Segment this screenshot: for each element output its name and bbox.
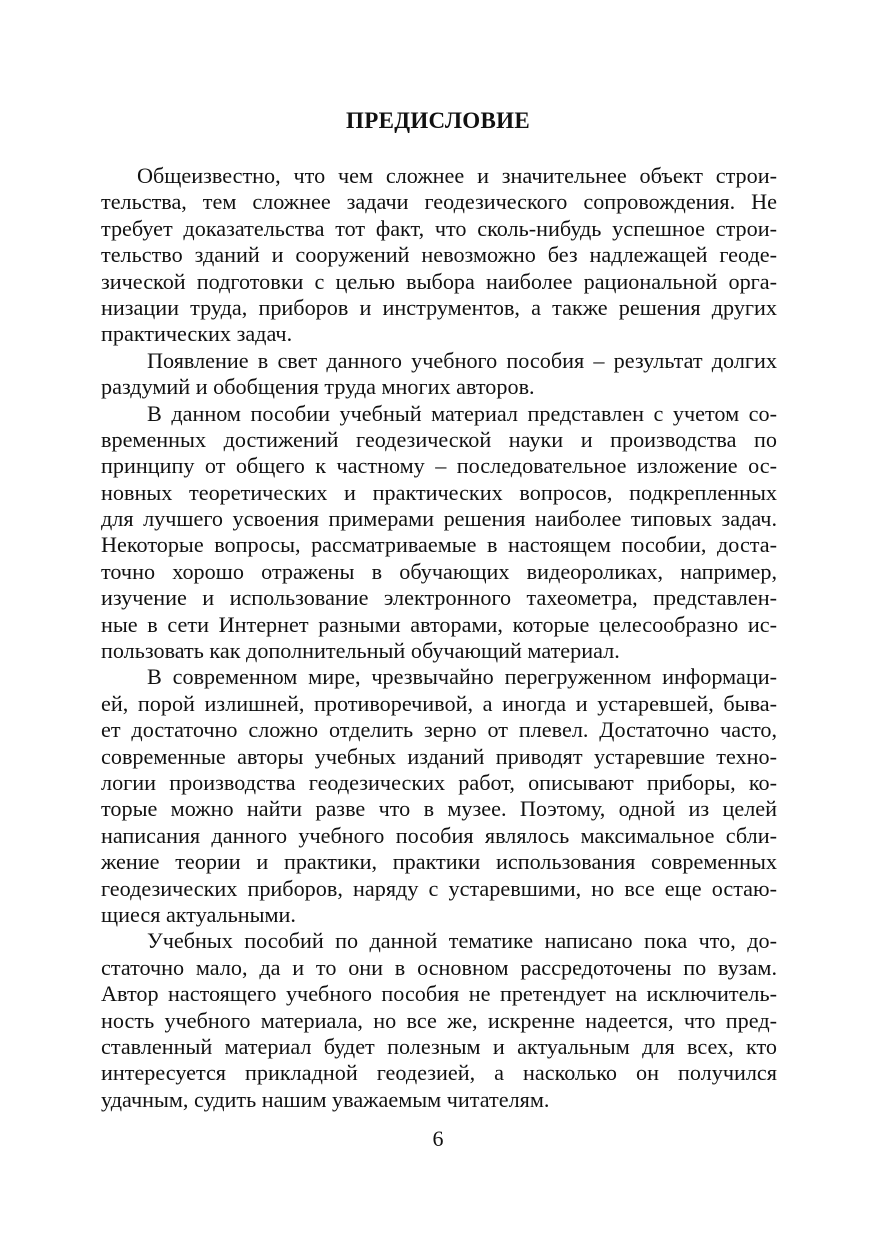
text-line: зической подготовки с целью выбора наиболее рациональной орга-: [101, 268, 777, 294]
text-line: геодезических приборов, наряду с устаревшими, но все еще остаю-: [101, 875, 777, 901]
text-line: В современном мире, чрезвычайно перегруженном информаци-: [147, 664, 777, 690]
text-line: тельства, тем сложнее задачи геодезического сопровождения. Не: [101, 189, 777, 215]
text-line: В данном пособии учебный материал представлен с учетом со-: [147, 400, 777, 426]
paragraph-3: [101, 401, 777, 665]
text-line: Появление в свет данного учебного пособия – результат долгих: [147, 347, 777, 373]
text-line: торые можно найти разве что в музее. Поэтому, одной из целей: [101, 796, 777, 822]
text-line: щиеся актуальными.: [101, 901, 296, 927]
text-line: раздумий и обобщения труда многих авторов.: [101, 374, 535, 400]
text-line: современные авторы учебных изданий приводят устаревшие техно-: [101, 743, 777, 769]
text-line: Автор настоящего учебного пособия не претендует на исключитель-: [101, 981, 777, 1007]
paragraph-5: [101, 928, 777, 1113]
text-line: логии производства геодезических работ, описывают приборы, ко-: [101, 769, 777, 795]
text-line: интересуется прикладной геодезией, а насколько он получился: [101, 1060, 777, 1086]
text-line: ставленный материал будет полезным и актуальным для всех, кто: [101, 1033, 777, 1059]
text-line: Учебных пособий по данной тематике написано пока что, до-: [147, 928, 777, 954]
page-number: 6: [432, 1126, 444, 1151]
text-line: точно хорошо отражены в обучающих видеороликах, например,: [101, 558, 777, 584]
text-line: низации труда, приборов и инструментов, а также решения других: [101, 294, 777, 320]
body-text: [101, 163, 777, 1113]
text-line: новных теоретических и практических вопросов, подкрепленных: [101, 479, 777, 505]
text-line: принципу от общего к частному – последовательное изложение ос-: [101, 453, 777, 479]
text-line: для лучшего усвоения примерами решения наиболее типовых задач.: [101, 506, 777, 532]
text-line: ей, порой излишней, противоречивой, а иногда и устаревшей, быва-: [101, 690, 777, 716]
text-line: статочно мало, да и то они в основном рассредоточены по вузам.: [101, 954, 777, 980]
text-line: жение теории и практики, практики использования современных: [101, 849, 777, 875]
text-line: практических задач.: [101, 321, 293, 347]
text-line: изучение и использование электронного тахеометра, представлен-: [101, 585, 777, 611]
text-line: временных достижений геодезической науки и производства по: [101, 426, 777, 452]
paragraph-1: [101, 163, 777, 348]
text-line: требует доказательства тот факт, что сколь-нибудь успешное строи-: [101, 215, 777, 241]
text-line: тельство зданий и сооружений невозможно без надлежащей геоде-: [101, 242, 777, 268]
paragraph-4: [101, 664, 777, 928]
text-line: Некоторые вопросы, рассматриваемые в настоящем пособии, доста-: [101, 532, 777, 558]
text-line: написания данного учебного пособия являлось максимальное сбли-: [101, 822, 777, 848]
text-line: пользовать как дополнительный обучающий материал.: [101, 638, 620, 664]
text-line: ные в сети Интернет разными авторами, которые целесообразно ис-: [101, 611, 777, 637]
text-line: Общеизвестно, что чем сложнее и значительнее объект строи-: [137, 163, 777, 188]
page-title: ПРЕДИСЛОВИЕ: [346, 108, 530, 133]
text-line: удачным, судить нашим уважаемым читателям.: [101, 1086, 550, 1112]
text-line: ность учебного материала, но все же, искренне надеется, что пред-: [101, 1007, 777, 1033]
text-line: ет достаточно сложно отделить зерно от плевел. Достаточно часто,: [101, 717, 777, 743]
paragraph-2: [101, 348, 777, 401]
